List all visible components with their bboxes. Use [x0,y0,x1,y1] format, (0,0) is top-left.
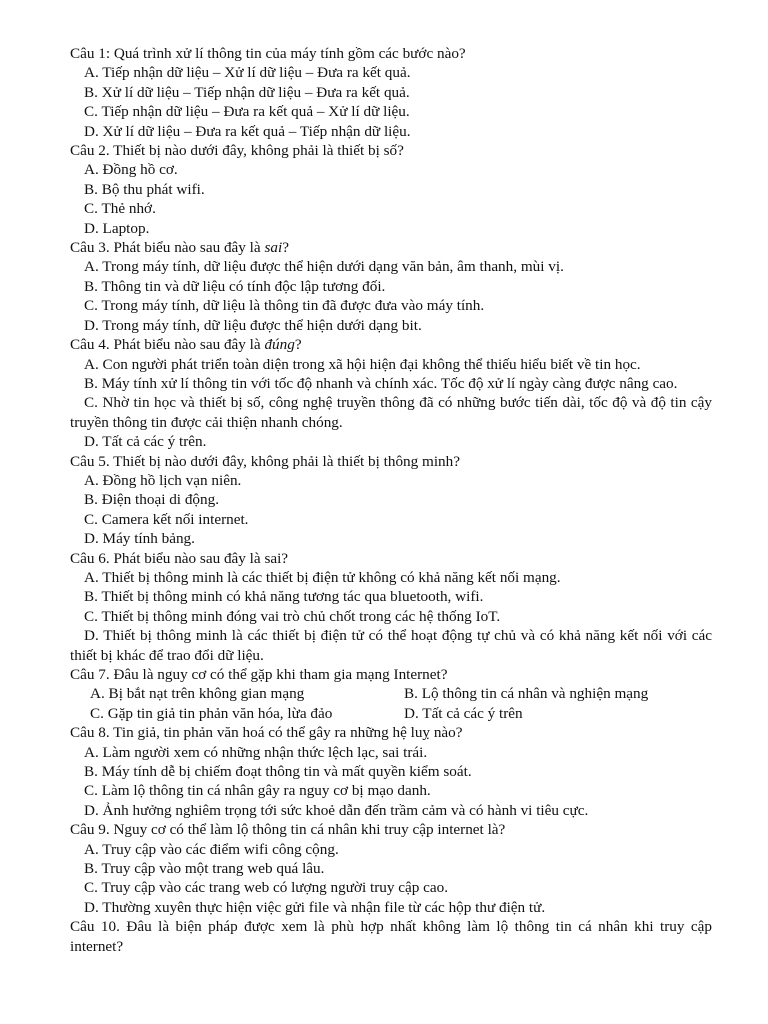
question-10: Câu 10. Đâu là biện pháp được xem là phù hợp nhất không làm lộ thông tin cá nhân khi truy cập internet? [70,918,712,955]
question-9: Câu 9. Nguy cơ có thể làm lộ thông tin cá nhân khi truy cập internet là? [70,821,506,839]
q8-option-c: C. Làm lộ thông tin cá nhân gây ra nguy cơ bị mạo danh. [84,782,431,800]
q4-option-a: A. Con người phát triển toàn diện trong xã hội hiện đại không thể thiếu hiểu biết về tin học. [84,355,641,373]
q2-option-d: D. Laptop. [84,219,150,237]
q5-option-d: D. Máy tính bảng. [84,530,195,548]
question-1: Câu 1: Quá trình xử lí thông tin của máy tính gồm các bước nào? [70,45,466,62]
q6-option-c: C. Thiết bị thông minh đóng vai trò chủ chốt trong các hệ thống IoT. [84,607,501,625]
q8-option-a: A. Làm người xem có những nhận thức lệch lạc, sai trái. [84,743,428,761]
q9-option-d: D. Thường xuyên thực hiện việc gửi file và nhận file từ các hộp thư điện tử. [84,898,546,916]
q1-option-c: C. Tiếp nhận dữ liệu – Đưa ra kết quả – Xử lí dữ liệu. [84,103,410,121]
q9-option-a: A. Truy cập vào các điểm wifi công cộng. [84,840,339,858]
q4-option-b: B. Máy tính xử lí thông tin với tốc độ nhanh và chính xác. Tốc độ xử lí ngày càng được nâng cao. [84,374,678,392]
q3-suffix: ? [282,239,289,257]
question-7: Câu 7. Đâu là nguy cơ có thể gặp khi tham gia mạng Internet? [70,666,448,683]
q6-option-b: B. Thiết bị thông minh có khả năng tương tác qua bluetooth, wifi. [84,588,484,606]
q2-option-a: A. Đồng hồ cơ. [84,161,178,179]
question-3 [70,238,712,257]
question-4 [70,335,712,354]
q8-option-b: B. Máy tính dễ bị chiếm đoạt thông tin và mất quyền kiểm soát. [84,763,472,781]
q5-option-c: C. Camera kết nối internet. [84,510,249,528]
q3-prefix: Câu 3. Phát biểu nào sau đây là [70,239,265,257]
q6-option-d: D. Thiết bị thông minh là các thiết bị điện tử có thể hoạt động tự chủ và có khả năng kết nối với các thiết bị khác để trao đổi dữ liệu. [70,627,712,664]
q2-option-c: C. Thẻ nhớ. [84,200,156,218]
q4-option-c: C. Nhờ tin học và thiết bị số, công nghệ truyền thông đã có những bước tiến dài, tốc độ và độ tin cậy truyền thông tin được cải thiện nhanh chóng. [70,394,712,431]
q6-option-a: A. Thiết bị thông minh là các thiết bị điện tử không có khả năng kết nối mạng. [84,568,561,586]
q7-option-a: A. Bị bắt nạt trên không gian mạng [90,685,305,703]
q3-emphasis: sai [264,239,283,257]
q4-option-d: D. Tất cả các ý trên. [84,433,207,451]
q3-option-d: D. Trong máy tính, dữ liệu được thể hiện dưới dạng bit. [84,316,422,334]
q1-option-d: D. Xử lí dữ liệu – Đưa ra kết quả – Tiếp nhận dữ liệu. [84,122,411,140]
q7-option-d: D. Tất cả các ý trên [404,704,523,722]
q9-option-c: C. Truy cập vào các trang web có lượng người truy cập cao. [84,879,449,897]
question-5: Câu 5. Thiết bị nào dưới đây, không phải là thiết bị thông minh? [70,452,460,470]
q3-option-c: C. Trong máy tính, dữ liệu là thông tin đã được đưa vào máy tính. [84,297,485,315]
q8-option-d: D. Ảnh hưởng nghiêm trọng tới sức khoẻ dẫn đến trầm cảm và có hành vi tiêu cực. [84,801,589,819]
question-6: Câu 6. Phát biểu nào sau đây là sai? [70,549,289,567]
q1-option-a: A. Tiếp nhận dữ liệu – Xử lí dữ liệu – Đưa ra kết quả. [84,64,411,82]
q4-emphasis: đúng [264,336,295,354]
q9-option-b: B. Truy cập vào một trang web quá lâu. [84,860,325,878]
q4-suffix: ? [294,336,302,354]
q5-option-a: A. Đồng hồ lịch vạn niên. [84,471,242,489]
q5-option-b: B. Điện thoại di động. [84,491,219,509]
q7-option-c: C. Gặp tin giả tin phản văn hóa, lừa đảo [90,704,333,722]
question-2: Câu 2. Thiết bị nào dưới đây, không phải là thiết bị số? [70,142,404,160]
q1-option-b: B. Xử lí dữ liệu – Tiếp nhận dữ liệu – Đưa ra kết quả. [84,83,410,101]
q2-option-b: B. Bộ thu phát wifi. [84,180,205,198]
q7-options-grid [70,684,712,723]
q7-option-b: B. Lộ thông tin cá nhân và nghiện mạng [404,685,649,703]
q4-prefix: Câu 4. Phát biểu nào sau đây là [70,336,265,354]
q3-option-b: B. Thông tin và dữ liệu có tính độc lập tương đối. [84,277,386,295]
question-8: Câu 8. Tin giả, tin phản văn hoá có thể gây ra những hệ luỵ nào? [70,724,463,742]
q3-option-a: A. Trong máy tính, dữ liệu được thể hiện dưới dạng văn bản, âm thanh, mùi vị. [84,258,564,276]
